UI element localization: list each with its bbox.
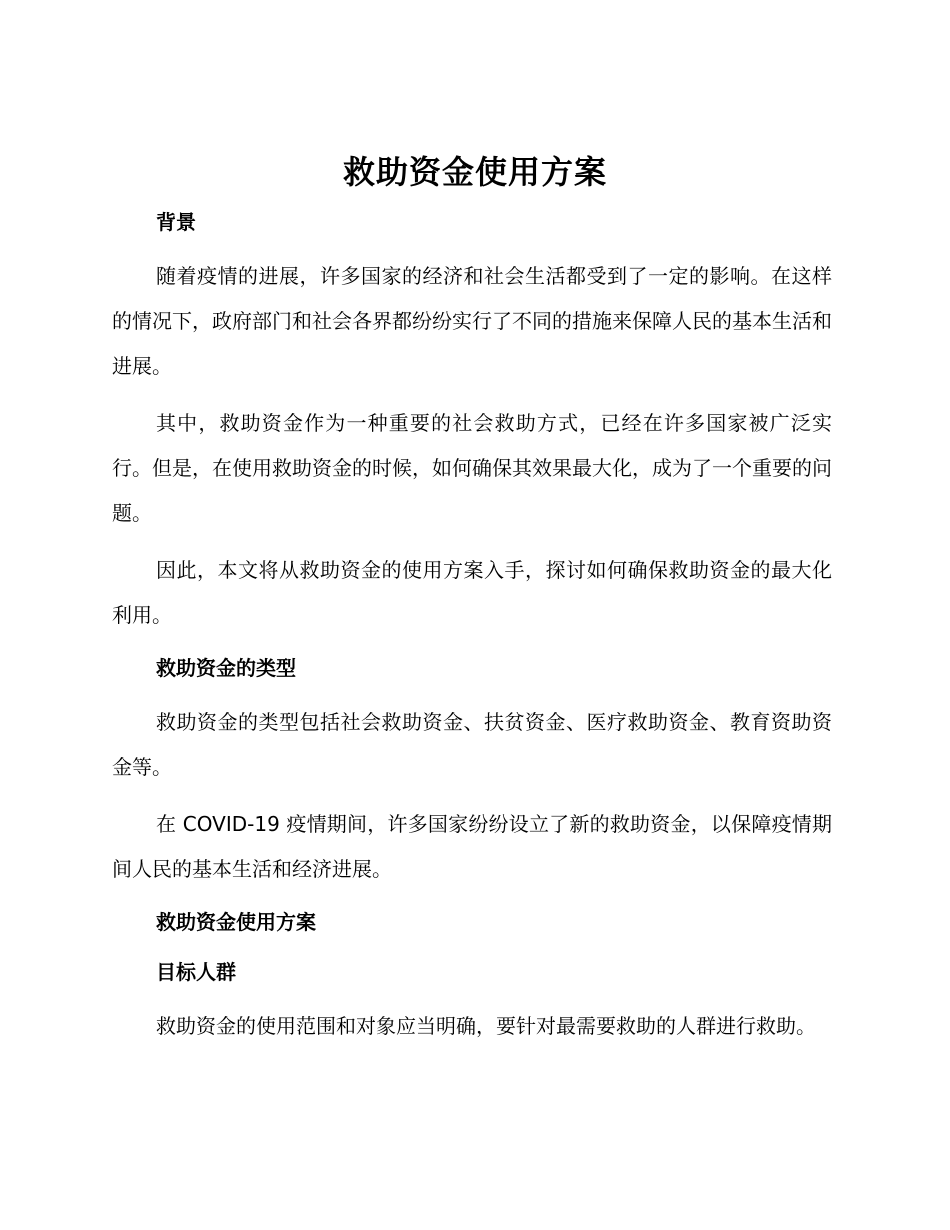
spacer — [112, 790, 832, 802]
document-title: 救助资金使用方案 — [342, 153, 607, 191]
section-heading-fund-types: 救助资金的类型 — [156, 656, 296, 680]
spacer — [112, 638, 832, 650]
paragraph-target-group: 救助资金的使用范围和对象应当明确，要针对最需要救助的人群进行救助。 — [156, 1014, 816, 1038]
spacer — [112, 686, 832, 700]
paragraph-background-2: 其中，救助资金作为一种重要的社会救助方式，已经在许多国家被广泛实行。但是，在使用救助资金的时候，如何确保其效果最大化，成为了一个重要的问题。 — [112, 411, 832, 525]
spacer — [112, 990, 832, 1004]
section-heading-background: 背景 — [156, 210, 196, 234]
spacer — [112, 940, 832, 954]
paragraph-background-3: 因此，本文将从救助资金的使用方案入手，探讨如何确保救助资金的最大化利用。 — [112, 558, 832, 627]
spacer — [112, 240, 832, 254]
spacer — [112, 892, 832, 904]
document-body — [112, 204, 832, 1049]
paragraph-fund-types-1: 救助资金的类型包括社会救助资金、扶贫资金、医疗救助资金、教育资助资金等。 — [112, 710, 832, 779]
paragraph-background-1: 随着疫情的进展，许多国家的经济和社会生活都受到了一定的影响。在这样的情况下，政府部门和社会各界都纷纷实行了不同的措施来保障人民的基本生活和进展。 — [112, 264, 832, 378]
paragraph-fund-types-2: 在 COVID-19 疫情期间，许多国家纷纷设立了新的救助资金，以保障疫情期间人民的基本生活和经济进展。 — [112, 812, 832, 881]
spacer — [112, 389, 832, 401]
section-heading-target-group: 目标人群 — [156, 960, 236, 984]
spacer — [112, 536, 832, 548]
section-heading-usage-plan: 救助资金使用方案 — [156, 910, 316, 934]
